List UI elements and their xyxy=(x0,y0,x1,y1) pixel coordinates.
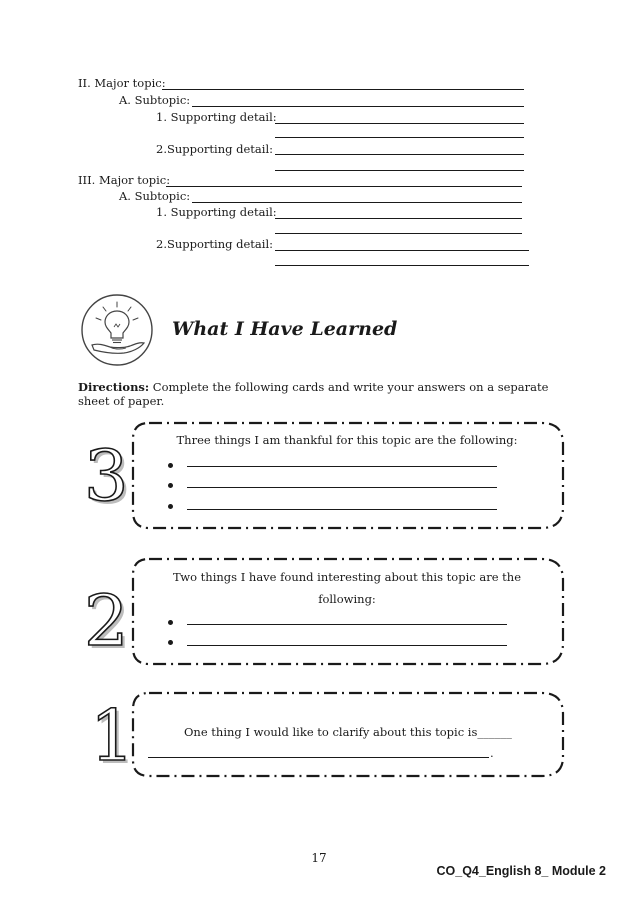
module-code: CO_Q4_English 8_ Module 2 xyxy=(436,864,606,878)
detail-3a1-blank-2[interactable] xyxy=(275,233,522,234)
detail-3a2-blank[interactable] xyxy=(275,250,529,251)
card-3-bullet-2 xyxy=(168,483,173,488)
card-3-number: 3 xyxy=(84,435,129,517)
card-2-prompt-line-1: Two things I have found interesting about this topic are the xyxy=(173,570,521,584)
detail-2a2-label: 2.Supporting detail: xyxy=(156,142,273,156)
card-3-prompt: Three things I am thankful for this topic are the following: xyxy=(176,433,518,447)
detail-3a1-label: 1. Supporting detail: xyxy=(156,205,277,219)
directions xyxy=(78,380,570,408)
section-title: What I Have Learned xyxy=(172,318,398,340)
card-2-answer-1[interactable] xyxy=(187,624,507,625)
major-topic-2-label: II. Major topic: xyxy=(78,76,166,90)
card-3-answer-1[interactable] xyxy=(187,466,497,467)
major-topic-2-blank[interactable] xyxy=(162,89,524,90)
card-3-answer-2[interactable] xyxy=(187,487,497,488)
major-topic-3-label: III. Major topic: xyxy=(78,173,171,187)
directions-label: Directions: xyxy=(78,380,150,394)
subtopic-3a-label: A. Subtopic: xyxy=(119,189,191,203)
card-2-prompt-line-2: following: xyxy=(318,592,376,606)
subtopic-3a-blank[interactable] xyxy=(192,202,522,203)
card-2-number: 2 xyxy=(84,580,129,662)
card-2-bullet-2 xyxy=(168,640,173,645)
subtopic-2a-blank[interactable] xyxy=(192,106,524,107)
detail-3a1-blank[interactable] xyxy=(275,218,522,219)
directions-text: Complete the following cards and write your answers on a separate sheet of paper. xyxy=(78,380,549,408)
detail-2a2-blank-2[interactable] xyxy=(275,170,524,171)
card-1-answer[interactable] xyxy=(148,757,489,758)
card-3-answer-3[interactable] xyxy=(187,509,497,510)
card-1-period: . xyxy=(490,746,494,760)
detail-2a1-label: 1. Supporting detail: xyxy=(156,110,277,124)
detail-2a2-blank[interactable] xyxy=(275,154,524,155)
card-3-bullet-1 xyxy=(168,463,173,468)
card-1-prompt: One thing I would like to clarify about this topic is______ xyxy=(184,725,512,739)
detail-3a2-blank-2[interactable] xyxy=(275,265,529,266)
card-3-bullet-3 xyxy=(168,504,173,509)
card-2-bullet-1 xyxy=(168,620,173,625)
detail-2a1-blank[interactable] xyxy=(275,123,524,124)
major-topic-3-blank[interactable] xyxy=(166,186,522,187)
detail-2a1-blank-2[interactable] xyxy=(275,137,524,138)
card-2-answer-2[interactable] xyxy=(187,645,507,646)
page-number: 17 xyxy=(311,851,327,865)
subtopic-2a-label: A. Subtopic: xyxy=(119,93,191,107)
card-1-number: 1 xyxy=(90,695,135,777)
detail-3a2-label: 2.Supporting detail: xyxy=(156,237,273,251)
lightbulb-in-hand-icon xyxy=(80,293,154,367)
